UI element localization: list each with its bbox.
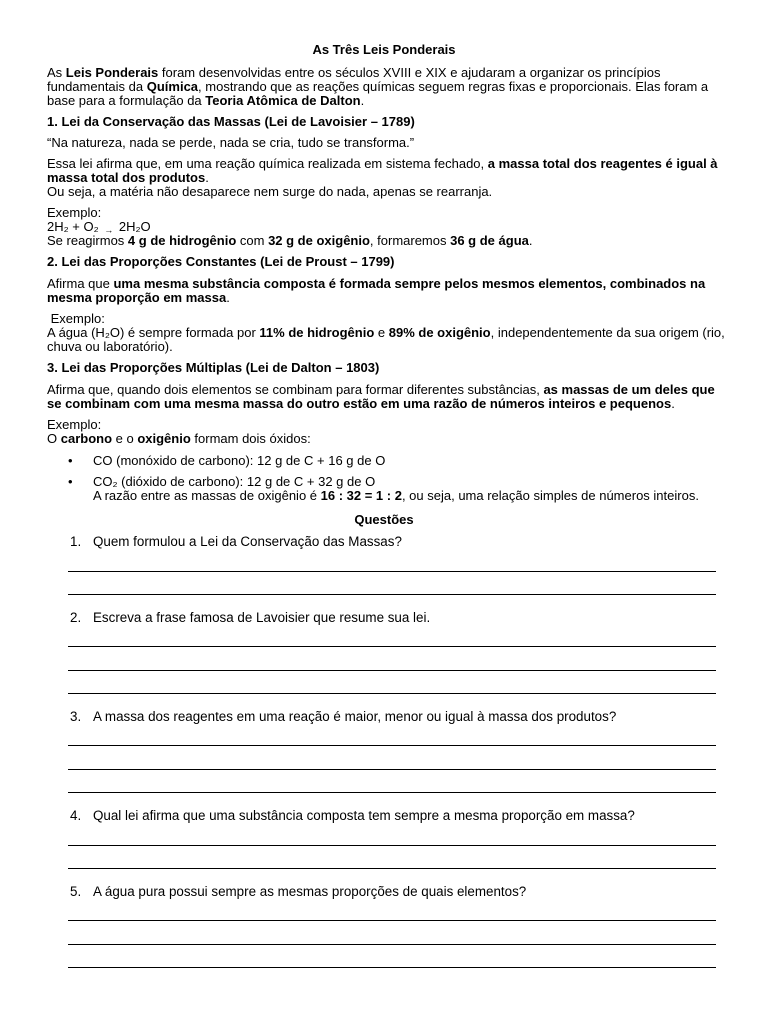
question-3: 3. A massa dos reagentes em uma reação é maior, menor ou igual à massa dos produtos? xyxy=(70,709,617,724)
bullet-icon: • xyxy=(68,453,73,468)
answer-line[interactable] xyxy=(68,571,716,572)
law3-paragraph-line-1: Afirma que, quando dois elementos se combinam para formar diferentes substâncias, as massas de um deles que xyxy=(47,382,715,397)
law2-example-line-1: A água (H₂O) é sempre formada por 11% de hidrogênio e 89% de oxigênio, independentemente da sua origem (rio, xyxy=(47,325,725,340)
answer-line[interactable] xyxy=(68,868,716,869)
question-5: 5. A água pura possui sempre as mesmas proporções de quais elementos? xyxy=(70,884,527,899)
law2-example-label: Exemplo: xyxy=(47,311,105,326)
law1-paragraph-line-1: Essa lei afirma que, em uma reação química realizada em sistema fechado, a massa total dos reagentes é igual à xyxy=(47,156,718,171)
answer-line[interactable] xyxy=(68,693,716,694)
bullet-icon: • xyxy=(68,474,73,489)
law2-heading: 2. Lei das Proporções Constantes (Lei de Proust – 1799) xyxy=(47,254,395,269)
answer-line[interactable] xyxy=(68,745,716,746)
intro-line-3: base para a formulação da Teoria Atômica de Dalton. xyxy=(47,93,365,108)
law1-equation: 2H₂ + O₂ → 2H₂O xyxy=(47,219,151,235)
answer-line[interactable] xyxy=(68,944,716,945)
law3-ratio: A razão entre as massas de oxigênio é 16 : 32 = 1 : 2, ou seja, uma relação simples de números inteiros. xyxy=(93,488,699,503)
law1-quote: “Na natureza, nada se perde, nada se cria, tudo se transforma.” xyxy=(47,135,415,150)
law3-bullet-2: CO₂ (dióxido de carbono): 12 g de C + 32 g de O xyxy=(93,474,376,489)
questions-title: Questões xyxy=(354,512,414,527)
arrow-icon: → xyxy=(104,225,114,235)
answer-line[interactable] xyxy=(68,920,716,921)
question-2: 2. Escreva a frase famosa de Lavoisier que resume sua lei. xyxy=(70,610,431,625)
intro-line-1: As Leis Ponderais foram desenvolvidas entre os séculos XVIII e XIX e ajudaram a organizar os princípios xyxy=(47,65,661,80)
answer-line[interactable] xyxy=(68,769,716,770)
law2-paragraph-line-2: mesma proporção em massa. xyxy=(47,290,230,305)
law3-heading: 3. Lei das Proporções Múltiplas (Lei de Dalton – 1803) xyxy=(47,360,380,375)
law2-example-line-2: chuva ou laboratório). xyxy=(47,339,173,354)
document-title: As Três Leis Ponderais xyxy=(312,42,456,57)
answer-line[interactable] xyxy=(68,845,716,846)
law1-example-label: Exemplo: xyxy=(47,205,102,220)
law3-bullet-1: CO (monóxido de carbono): 12 g de C + 16 g de O xyxy=(93,453,386,468)
law1-paragraph-line-3: Ou seja, a matéria não desaparece nem surge do nada, apenas se rearranja. xyxy=(47,184,493,199)
answer-line[interactable] xyxy=(68,594,716,595)
law1-paragraph-line-2: massa total dos produtos. xyxy=(47,170,209,185)
answer-line[interactable] xyxy=(68,646,716,647)
answer-line[interactable] xyxy=(68,967,716,968)
law3-example-line: O carbono e o oxigênio formam dois óxidos: xyxy=(47,431,311,446)
law3-paragraph-line-2: se combinam com uma mesma massa do outro estão em uma razão de números inteiros e pequenos. xyxy=(47,396,675,411)
law3-example-label: Exemplo: xyxy=(47,417,102,432)
question-4: 4. Qual lei afirma que uma substância composta tem sempre a mesma proporção em massa? xyxy=(70,808,635,823)
answer-line[interactable] xyxy=(68,670,716,671)
intro-line-2: fundamentais da Química, mostrando que as reações químicas seguem regras fixas e proporcionais. Elas foram a xyxy=(47,79,709,94)
law1-example-text: Se reagirmos 4 g de hidrogênio com 32 g de oxigênio, formaremos 36 g de água. xyxy=(47,233,533,248)
law1-heading: 1. Lei da Conservação das Massas (Lei de Lavoisier – 1789) xyxy=(47,114,415,129)
question-1: 1. Quem formulou a Lei da Conservação das Massas? xyxy=(70,534,402,549)
answer-line[interactable] xyxy=(68,792,716,793)
law2-paragraph-line-1: Afirma que uma mesma substância composta é formada sempre pelos mesmos elementos, combinados na xyxy=(47,276,706,291)
